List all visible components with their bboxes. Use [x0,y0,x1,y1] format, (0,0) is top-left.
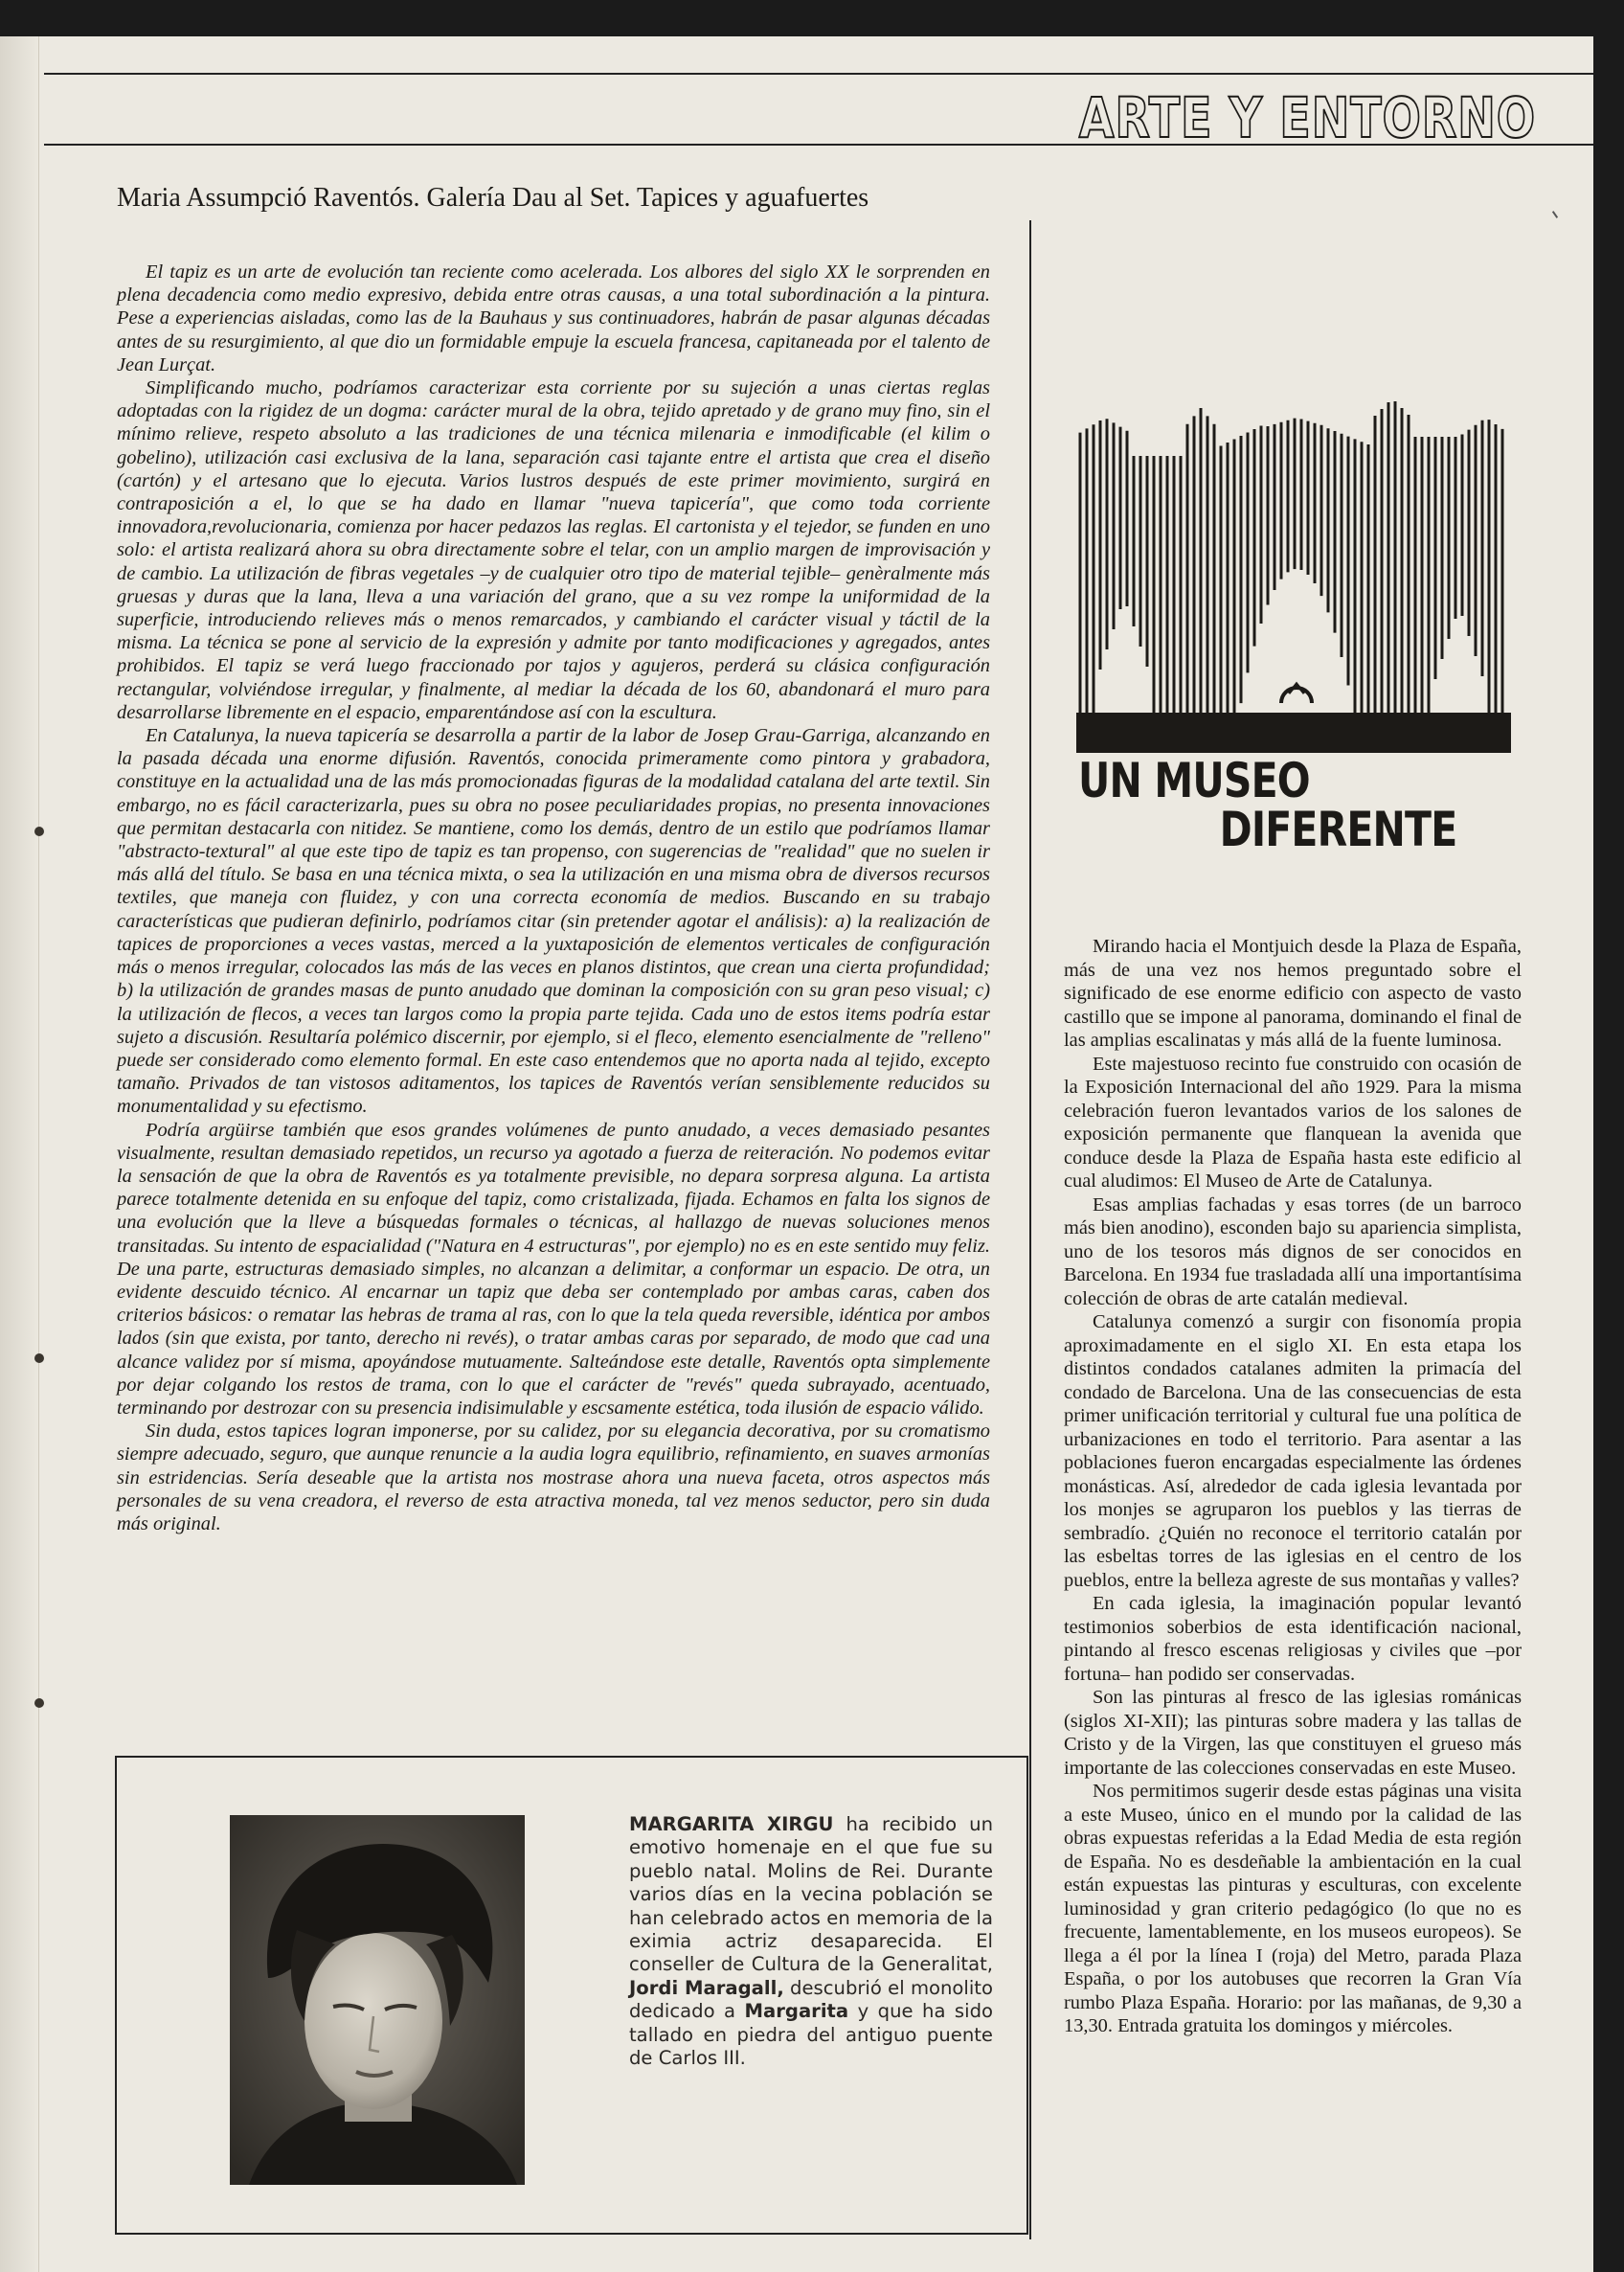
portrait-photo [230,1815,525,2185]
graphic-base [1076,713,1511,753]
news-text-part: y que ha sido tallado en piedra del antiguo puente de Carlos III. [629,2000,994,2070]
news-name: MARGARITA XIRGU [629,1813,834,1835]
museum-silhouette-graphic [1076,389,1511,753]
news-text-part: ha recibido un emotivo homenaje en el que fue su pueblo natal. Molins de Rei. Durante varios días en la vecina población se han celebrado actos en memoria de la eximia actriz desaparecida. El conseller de Cultura de la Generalitat, [629,1813,994,1976]
article-paragraph: El tapiz es un arte de evolución tan reciente como acelerada. Los albores del siglo XX le sorprenden en plena decadencia como medio expresivo, debida entre otras causas, a una total subordinación a la pintura. Pese a experiencias aisladas, como las de la Bauhaus y sus continuadores, habrán de pasar algunas décadas antes de su resurgimiento, al que dio un formidable empuje la escuela francesa, capitaneada por el talento de Jean Lurçat. [117,261,990,375]
museum-paragraph: Catalunya comenzó a surgir con fisonomía propia aproximadamente en el siglo XI. En esta etapa los distintos condados catalanes admiten la primacía del condado de Barcelona. Una de las consecuencias de esta primer unificación territorial y cultural fue una política de urbanizaciones en todo el territorio. Para asentar a las poblaciones fueron encargadas especialmente las órdenes monásticas. Así, alrededor de cada iglesia levantada por los monjes se agruparon los pueblos y las tierras de sembradío. ¿Quién no reconoce el territorio catalán por las esbeltas torres de las iglesias en el centro de los pueblos, entre la belleza agreste de sus montañas y valles? [1064,1311,1522,1591]
news-conseller: Jordi Maragall, [629,1976,784,1999]
binding-hole [34,827,44,836]
article-paragraph: En Catalunya, la nueva tapicería se desarrolla a partir de la labor de Josep Grau-Garriga, alcanzando en la pasada década una enorme difusión. Raventós, conocida primeramente como pintora y grabadora, constituye en la actualidad una de las más promocionadas figuras de la modalidad catalana del arte textil. Sin embargo, no es fácil caracterizarla, pues su obra no posee peculiaridades propias, no presenta innovaciones que permitan destacarla con nitidez. Se mantiene, como los demás, dentro de un estilo que podríamos llamar "abstracto-textural" al que este tipo de tapiz es tan propenso, con sugerencias de "realidad" que no suelen ir más allá del título. Se basa en una técnica mixta, o sea la utilización en una misma obra de diversos recursos textiles, que maneja con fluidez, y con una correcta economía de medios. Buscando en su trabajo características que pudieran definirlo, podríamos citar (sin pretender agotar el análisis): a) la realización de tapices de proporciones a veces vastas, merced a la yuxtaposición de elementos verticales de configuración más o menos irregular, colocados las más de las veces en planos distintos, que crean una cierta profundidad; b) la utilización de grandes masas de punto anudado que dominan la composición con su gran peso visual; c) la utilización de flecos, a veces tan largos como la propia parte tejida. Cada uno de estos items podría estar sujeto a discusión. Resultaría polémico discernir, por ejemplo, si el fleco, elemento esencialmente de "relleno" puede ser considerado como elemento formal. En este caso entendemos que no aporta nada al tejido, excepto tamaño. Privados de tan vistosos aditamentos, los tapices de Raventós verían sensiblemente reducidos su monumentalidad y su efectismo. [117,725,990,1118]
portrait-illustration [230,1815,525,2185]
binding-hole [34,1698,44,1708]
museum-paragraph: Nos permitimos sugerir desde estas páginas una visita a este Museo, único en el mundo por la calidad de las obras expuestas referidas a la Edad Media de esta región de España. No es desdeñable la ambientación en la cual están expuestas las pinturas y esculturas, con excelente luminosidad y gran criterio pedagógico (lo que no es frecuente, lamentablemente, en los museos europeos). Se llega a él por la línea I (roja) del Metro, parada Plaza España, o por los autobuses que recorren la Gran Vía rumbo Plaza España. Horario: por las mañanas, de 9,30 a 13,30. Entrada gratuita los domingos y miércoles. [1064,1781,1522,2036]
museum-title-line1: UN MUSEO [1078,753,1310,808]
museum-article-body [1064,935,1522,2038]
page-mark [1552,211,1558,218]
museum-title-line2: DIFERENTE [1219,802,1457,857]
magazine-page [0,36,1593,2272]
museum-paragraph: Son las pinturas al fresco de las iglesias románicas (siglos XI-XII); las pinturas sobre madera y las tallas de Cristo y de la Virgen, las que constituyen el grueso más importante de las colecciones conservadas en este Museo. [1064,1687,1522,1779]
article-title: Maria Assumpció Raventós. Galería Dau al Set. Tapices y aguafuertes [117,183,869,213]
section-title: ARTE Y ENTORNO [1078,85,1536,150]
news-box [115,1756,1028,2235]
header-rule-top [44,73,1593,75]
news-text [629,1813,993,2070]
article-paragraph: Podría argüirse también que esos grandes volúmenes de punto anudado, a veces demasiado pesantes visualmente, resultan demasiado repetidos, un recurso ya agotado a fuerza de reiteración. No podemos evitar la sensación de que la obra de Raventós es ya totalmente previsible, no depara sorpresa alguna. La artista parece totalmente detenida en su enfoque del tapiz, como cristalizada, fijada. Echamos en falta los signos de una evolución que la lleve a búsquedas formales o técnicas, al hallazgo de nuevas soluciones menos transitadas. Su intento de espacialidad ("Natura en 4 estructuras", por ejemplo) no es en este sentido muy feliz. De una parte, estructuras demasiado simples, no alcanzan a delimitar, a conformar un espacio. De otra, un evidente descuido técnico. Al encarnar un tapiz que deba ser contemplado por ambas caras, caben dos criterios básicos: o rematar las hebras de trama al ras, con lo que la tela queda reversible, idéntica por ambos lados (sin que exista, por tanto, derecho ni revés), o tratar ambas caras por separado, de modo que cad una alcance validez por sí misma, apoyándose mutuamente. Salteándose este detalle, Raventós opta simplemente por dejar colgando los restos de trama, con lo que el carácter de "revés" queda subrayado, acentuado, terminando por destrozar con su presencia indisimulable y escsamente estética, toda ilusión de espacio válido. [117,1119,990,1419]
page-spine [0,36,39,2272]
article-body [117,261,990,1535]
museum-paragraph: Este majestuoso recinto fue construido con ocasión de la Exposición Internacional del año 1929. Para la misma celebración fueron levantados varios de los salones de exposición permanente que flanquean la avenida que conduce desde la Plaza de España hasta este edificio al cual aludimos: El Museo de Arte de Catalunya. [1064,1053,1522,1192]
article-paragraph: Simplificando mucho, podríamos caracterizar esta corriente por su sujeción a unas ciertas reglas adoptadas con la rigidez de un dogma: carácter mural de la obra, tejido apretado y de grano muy fino, sin el mínimo relieve, respeto absoluto a las tradiciones de una técnica milenaria e inmodificable (el kilim o gobelino), utilización casi exclusiva de la lana, separación casi tajante entre el artista que crea el diseño (cartón) y el artesano que lo ejecuta. Varios lustros después de este primer movimiento, surgirá en contraposición a el, lo que se ha dado en llamar "nueva tapicería", que como toda corriente innovadora,revolucionaria, comienza por hacer pedazos las reglas. El cartonista y el tejedor, se funden en uno solo: el artista realizará ahora su obra directamente sobre el telar, con un amplio margen de improvisación y de cambio. La utilización de fibras vegetales –y de cualquier otro tipo de material tejible– genèralmente más gruesas y duras que la lana, lleva a una variación del grano, que a su vez rompe la uniformidad de la superficie, introduciendo relieves más o menos remarcados, y cambiando el carácter visual y táctil de la misma. La técnica se pone al servicio de la expresión y admite por tanto modificaciones y agregados, antes prohibidos. El tapiz se verá luego fraccionado por tajos y agujeros, perderá su clásica configuración rectangular, volviéndose irregular, y finalmente, al mediar la década de los 60, abandonará el muro para desarrollarse libremente en el espacio, emparentándose así con la escultura. [117,377,990,723]
museum-paragraph: Esas amplias fachadas y esas torres (de un barroco más bien anodino), esconden bajo su apariencia simplista, uno de los tesoros más dignos de ser conocidos en Barcelona. En 1934 fue trasladada allí una importantísima colección de obras de arte catalán medieval. [1064,1193,1522,1309]
binding-hole [34,1353,44,1363]
news-text-part: descubrió el monolito dedicado a [629,1976,993,2023]
column-divider [1029,220,1031,2239]
article-paragraph: Sin duda, estos tapices logran imponerse, por su calidez, por su elegancia decorativa, por su cromatismo siempre adecuado, seguro, que aunque renuncie a la audia logra equilibrio, refinamiento, en suaves armonías sin estridencias. Sería deseable que la artista nos mostrase ahora una nueva faceta, otros aspectos más personales de su vena creadora, el reverso de esta atractiva moneda, tal vez menos seductor, pero sin duda más original. [117,1420,990,1534]
arch-icon [1281,688,1312,703]
news-dedicatee: Margarita [744,2000,849,2023]
museum-article-title [1078,753,1457,857]
museum-paragraph: En cada iglesia, la imaginación popular levantó testimonios soberbios de esta identificación nacional, pintando al fresco escenas religiosas y civiles que –por fortuna– han podido ser conservadas. [1064,1593,1522,1685]
museum-paragraph: Mirando hacia el Montjuich desde la Plaza de España, más de una vez nos hemos preguntado sobre el significado de ese enorme edificio con aspecto de vasto castillo que se impone al panorama, dominando el final de las amplias escalinatas y más allá de la fuente luminosa. [1064,936,1522,1051]
